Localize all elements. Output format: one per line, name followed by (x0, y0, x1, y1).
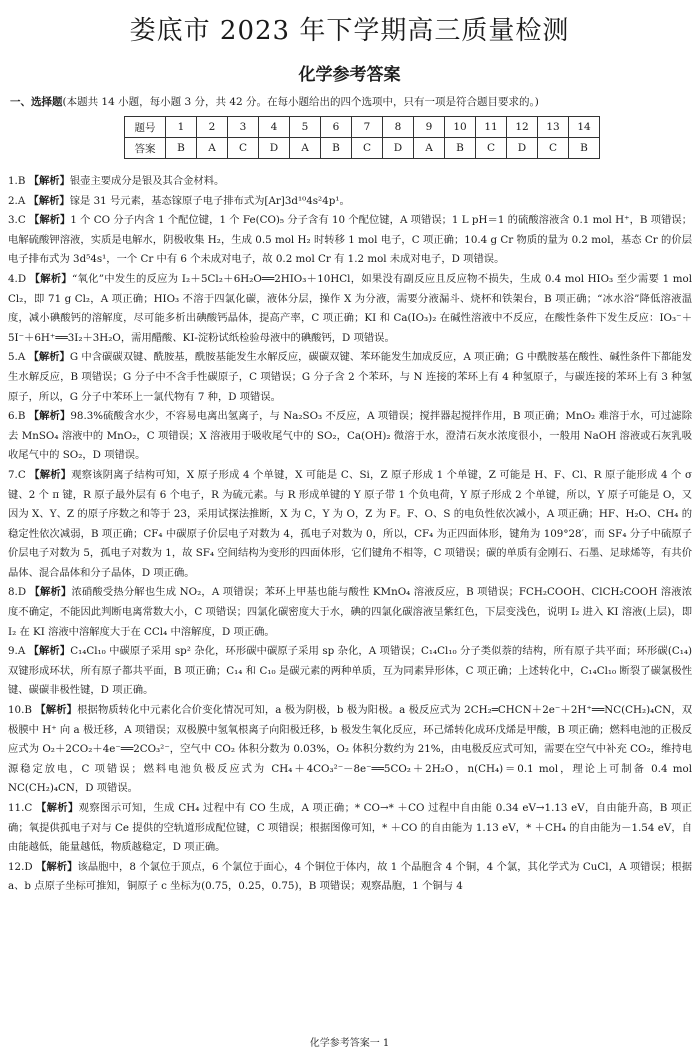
answer-cell: A (290, 138, 321, 159)
item-explanation-text: G 中含碳碳双键、酰胺基，酰胺基能发生水解反应，碳碳双键、苯环能发生加成反应，A 项正确；G 中酰胺基在酸性、碱性条件下都能发生水解反应，B 项错误；G 分子中不含手性碳原子，C 项错误；G 分子含 2 个苯环，与 N 连接的苯环上有 4 种氢原子，与碳连接的苯环上有 3 种氢原子，所以，G 分子中苯环上一氯代物有 7 种，D 项错误。 (8, 351, 692, 403)
section-title: 一、选择题 (10, 96, 63, 108)
item-number: 6. (8, 410, 18, 423)
question-number: 9 (414, 117, 445, 138)
item-explanation-text: “氧化”中发生的反应为 I₂＋5Cl₂＋6H₂O══2HIO₃＋10HCl，如果没有副反应且反应物不损失，生成 0.4 mol HIO₃ 至少需要 1 mol Cl₂，即 71 g Cl₂，A 项正确；HIO₃ 不溶于四氯化碳，液体分层，操作 X 为分液，需要分液漏斗、烧杯和铁架台，B 项正确；“冰水浴”降低溶液温度，减小碘酸钙的溶解度，尽可能多析出碘酸钙晶体，提高产率，C 项正确；KI 和 Ca(IO₃)₂ 在碱性溶液中不反应，在酸性条件下发生反应：IO₃⁻＋5I⁻＋6H⁺══3I₂＋3H₂O，需用醋酸、KI-淀粉试纸检验母液中的碘酸钙，D 项错误。 (8, 272, 692, 344)
question-number: 6 (321, 117, 352, 138)
item-number: 2. (8, 194, 18, 207)
item-number: 5. (8, 351, 18, 364)
item-number: 7. (8, 468, 18, 481)
item-answer: D (17, 586, 27, 599)
question-number: 5 (290, 117, 321, 138)
item-analysis-tag: 【解析】 (28, 351, 70, 364)
answer-cell: A (414, 138, 445, 159)
explanation-item (8, 270, 692, 348)
item-number: 9. (8, 645, 18, 658)
answer-table-answer-row (125, 138, 600, 159)
answer-cell: B (569, 138, 600, 159)
answer-cell: C (228, 138, 259, 159)
item-number: 1. (8, 175, 18, 187)
explanation-item (8, 642, 692, 701)
item-answer: B (24, 704, 32, 717)
item-analysis-tag: 【解析】 (36, 860, 78, 873)
explanation-item (8, 701, 692, 799)
answer-table-number-row (125, 117, 600, 138)
explanation-item (8, 172, 692, 192)
item-answer: A (17, 194, 26, 207)
page-footer: 化学参考答案一 1 (309, 1038, 390, 1049)
item-number: 12. (8, 860, 25, 873)
item-analysis-tag: 【解析】 (29, 586, 72, 599)
item-answer: C (24, 802, 33, 814)
item-answer: C (17, 468, 26, 481)
explanation-item (8, 858, 692, 897)
answer-cell: B (321, 138, 352, 159)
question-number: 7 (352, 117, 383, 138)
question-number: 14 (569, 117, 600, 138)
item-number: 3. (8, 214, 18, 227)
item-analysis-tag: 【解析】 (35, 802, 79, 814)
answer-cell: B (445, 138, 476, 159)
question-number: 2 (197, 117, 228, 138)
row-label-answer: 答案 (125, 138, 166, 159)
explanation-item (8, 583, 692, 642)
question-number: 8 (383, 117, 414, 138)
explanation-item (8, 466, 692, 584)
question-number: 3 (228, 117, 259, 138)
item-number: 11. (8, 802, 25, 814)
item-explanation-text: 观察图示可知，生成 CH₄ 过程中有 CO 生成，A 项正确；* CO→* ＋CO 过程中自由能 0.34 eV→1.13 eV，自由能升高，B 项正确；氧提供孤电子对与 Ce 提供的空轨道形成配位键，C 项错误；根据图像可知，* ＋CO 的自由能为 1.13 eV，* ＋CH₄ 的自由能为－1.54 eV，自由能越低，能量越低，物质越稳定，D 项正确。 (8, 802, 692, 854)
page-title: 娄底市 2023 年下学期高三质量检测 (129, 16, 570, 46)
item-explanation-text: 1 个 CO 分子内含 1 个配位键，1 个 Fe(CO)₅ 分子含有 10 个配位键，A 项错误；1 L pH＝1 的硫酸溶液含 0.1 mol H⁺，B 项错误；电解硫酸钾溶液，实质是电解水，阴极收集 H₂，生成 0.5 mol H₂ 时转移 1 mol 电子，C 项正确；10.4 g Cr 物质的量为 0.2 mol，基态 Cr 的价层电子排布式为 3d⁵4s¹，一个 Cr 中有 6 个未成对电子，故 0.2 mol Cr 有 1.2 mol 未成对电子，D 项错误。 (8, 214, 693, 266)
item-analysis-tag: 【解析】 (29, 214, 71, 227)
item-explanation-text: 观察该阴离子结构可知，X 原子形成 4 个单键，X 可能是 C、Si，Z 原子形成 1 个单键，Z 可能是 H、F、Cl、R 原子能形成 4 个 σ 键、2 个 π 键，R 原子最外层有 6 个电子，R 为硫元素。与 R 形成单键的 Y 原子带 1 个负电荷，Y 原子形成 2 个单键，所以，Y 原子可能是 O，又因为 X、Y、Z 的原子序数之和等于 23，采用试探法推断，X 为 C，Y 为 O，Z 为 F。F、O、S 的电负性依次减小，A 项正确；HF、H₂O、CH₄ 的稳定性依次减弱，B 项正确；CF₄ 中碳原子价层电子对数为 4，孤电子对数为 0，所以，CF₄ 为正四面体形，键角为 109°28′，而 SF₄ 分子中硫原子价层电子对数为 5，孤电子对数为 1，故 SF₄ 空间结构为变形的四面体形，它们键角不相等，C 项错误；碳的单质有金刚石、石墨、足球烯等，有共价晶体、混合晶体和分子晶体，D 项正确。 (8, 468, 692, 579)
item-analysis-tag: 【解析】 (35, 704, 78, 717)
question-number: 13 (538, 117, 569, 138)
item-number: 4. (8, 272, 18, 285)
answer-cell: B (166, 138, 197, 159)
question-number: 12 (507, 117, 538, 138)
answer-cell: D (507, 138, 538, 159)
explanation-item (8, 799, 692, 858)
item-answer: A (17, 645, 26, 658)
explanation-item (8, 407, 692, 466)
explanation-item (8, 211, 692, 270)
item-analysis-tag: 【解析】 (28, 175, 70, 187)
explanation-item (8, 192, 692, 212)
section-note: (本题共 14 小题，每小题 3 分，共 42 分。在每小题给出的四个选项中，只有一项是符合题目要求的。) (62, 96, 539, 108)
item-explanation-text: 浓硝酸受热分解也生成 NO₂，A 项错误；苯环上甲基也能与酸性 KMnO₄ 溶液反应，B 项错误；FCH₂COOH、ClCH₂COOH 溶液浓度不确定，不能因此判断电离常数大小，C 项错误；四氯化碳密度大于水，碘的四氯化碳溶液呈紫红色，下层变浅色，说明 I₂ 进入 KI 溶液(上层)，即 I₂ 在 KI 溶液中溶解度大于在 CCl₄ 中溶解度，D 项正确。 (8, 586, 692, 638)
row-label-number: 题号 (125, 117, 166, 138)
page-subtitle: 化学参考答案 (298, 65, 401, 85)
answer-cell: D (259, 138, 290, 159)
item-explanation-text: 该晶胞中，8 个氯位于顶点，6 个氯位于面心，4 个铜位于体内，故 1 个晶胞含 4 个铜，4 个氯，其化学式为 CuCl，A 项错误；根据 a、b 点原子坐标可推知，铜原子 c 坐标为(0.75，0.25，0.75)，B 项错误；观察晶胞，1 个铜与 4 (8, 860, 692, 893)
item-analysis-tag: 【解析】 (28, 194, 70, 207)
item-analysis-tag: 【解析】 (28, 645, 71, 658)
item-answer: C (17, 214, 26, 227)
answer-cell: C (538, 138, 569, 159)
item-explanation-text: 根据物质转化中元素化合价变化情况可知，a 极为阴极，b 极为阳极。a 极反应式为 2CH₂═CHCN＋2e⁻＋2H⁺══NC(CH₂)₄CN，双极膜中 H⁺ 向 a 极迁移，A 项错误；双极膜中氢氧根离子向阳极迁移，b 极发生氧化反应，环己烯转化成环戊烯是甲酸，B 项正确；燃料电池的正极反应式为 O₂＋2CO₂＋4e⁻══2CO₃²⁻，空气中 CO₂ 体积分数为 0.03%，O₂ 体积分数约为 21%，由电极反应式可知，需要在空气中补充 CO₂，维持电源稳定放电，C 项错误；燃料电池负极反应式为 CH₄＋4CO₃²⁻－8e⁻══5CO₂＋2H₂O，n(CH₄)＝0.1 mol，理论上可制备 0.4 mol NC(CH₂)₄CN，D 项错误。 (8, 704, 692, 795)
item-analysis-tag: 【解析】 (29, 272, 72, 285)
question-number: 11 (476, 117, 507, 138)
answer-cell: C (352, 138, 383, 159)
answer-cell: A (197, 138, 228, 159)
item-answer: B (17, 175, 26, 187)
answer-cell: D (383, 138, 414, 159)
item-explanation-text: C₁₄Cl₁₀ 中碳原子采用 sp² 杂化，环形碳中碳原子采用 sp 杂化，A 项错误；C₁₄Cl₁₀ 分子类似萘的结构，所有原子共平面；环形碳(C₁₄)双键形成环状，所有原子都共平面，B 项正确；C₁₄ 和 C₁₀ 是碳元素的两种单质，互为同素异形体，C 项正确；上述转化中，C₁₄Cl₁₀ 断裂了碳氯极性键、碳碳非极性键，D 项正确。 (8, 645, 692, 697)
item-analysis-tag: 【解析】 (29, 468, 72, 481)
item-explanation-text: 镓是 31 号元素，基态镓原子电子排布式为[Ar]3d¹⁰4s²4p¹。 (69, 194, 350, 207)
answer-table (124, 116, 600, 159)
item-answer: D (17, 272, 27, 285)
explanation-list (8, 172, 692, 897)
item-number: 10. (8, 704, 25, 717)
answer-cell: C (476, 138, 507, 159)
item-answer: A (17, 351, 26, 364)
item-analysis-tag: 【解析】 (28, 410, 71, 423)
item-answer: B (17, 410, 26, 423)
item-answer: D (24, 860, 33, 873)
item-explanation-text: 98.3%硫酸含水少，不容易电离出氢离子，与 Na₂SO₃ 不反应，A 项错误；搅拌器起搅拌作用，B 项正确；MnO₂ 难溶于水，可过滤除去 MnSO₄ 溶液中的 MnO₂，C 项错误；X 溶液用于吸收尾气中的 SO₂，Ca(OH)₂ 微溶于水，澄清石灰水浓度很小，一般用 NaOH 溶液或石灰乳吸收尾气中的 SO₂，D 项错误。 (8, 410, 692, 462)
explanation-item (8, 348, 692, 407)
question-number: 1 (166, 117, 197, 138)
item-explanation-text: 银壶主要成分是银及其合金材料。 (69, 175, 225, 187)
question-number: 4 (259, 117, 290, 138)
section-heading (10, 94, 539, 109)
item-number: 8. (8, 586, 18, 599)
question-number: 10 (445, 117, 476, 138)
